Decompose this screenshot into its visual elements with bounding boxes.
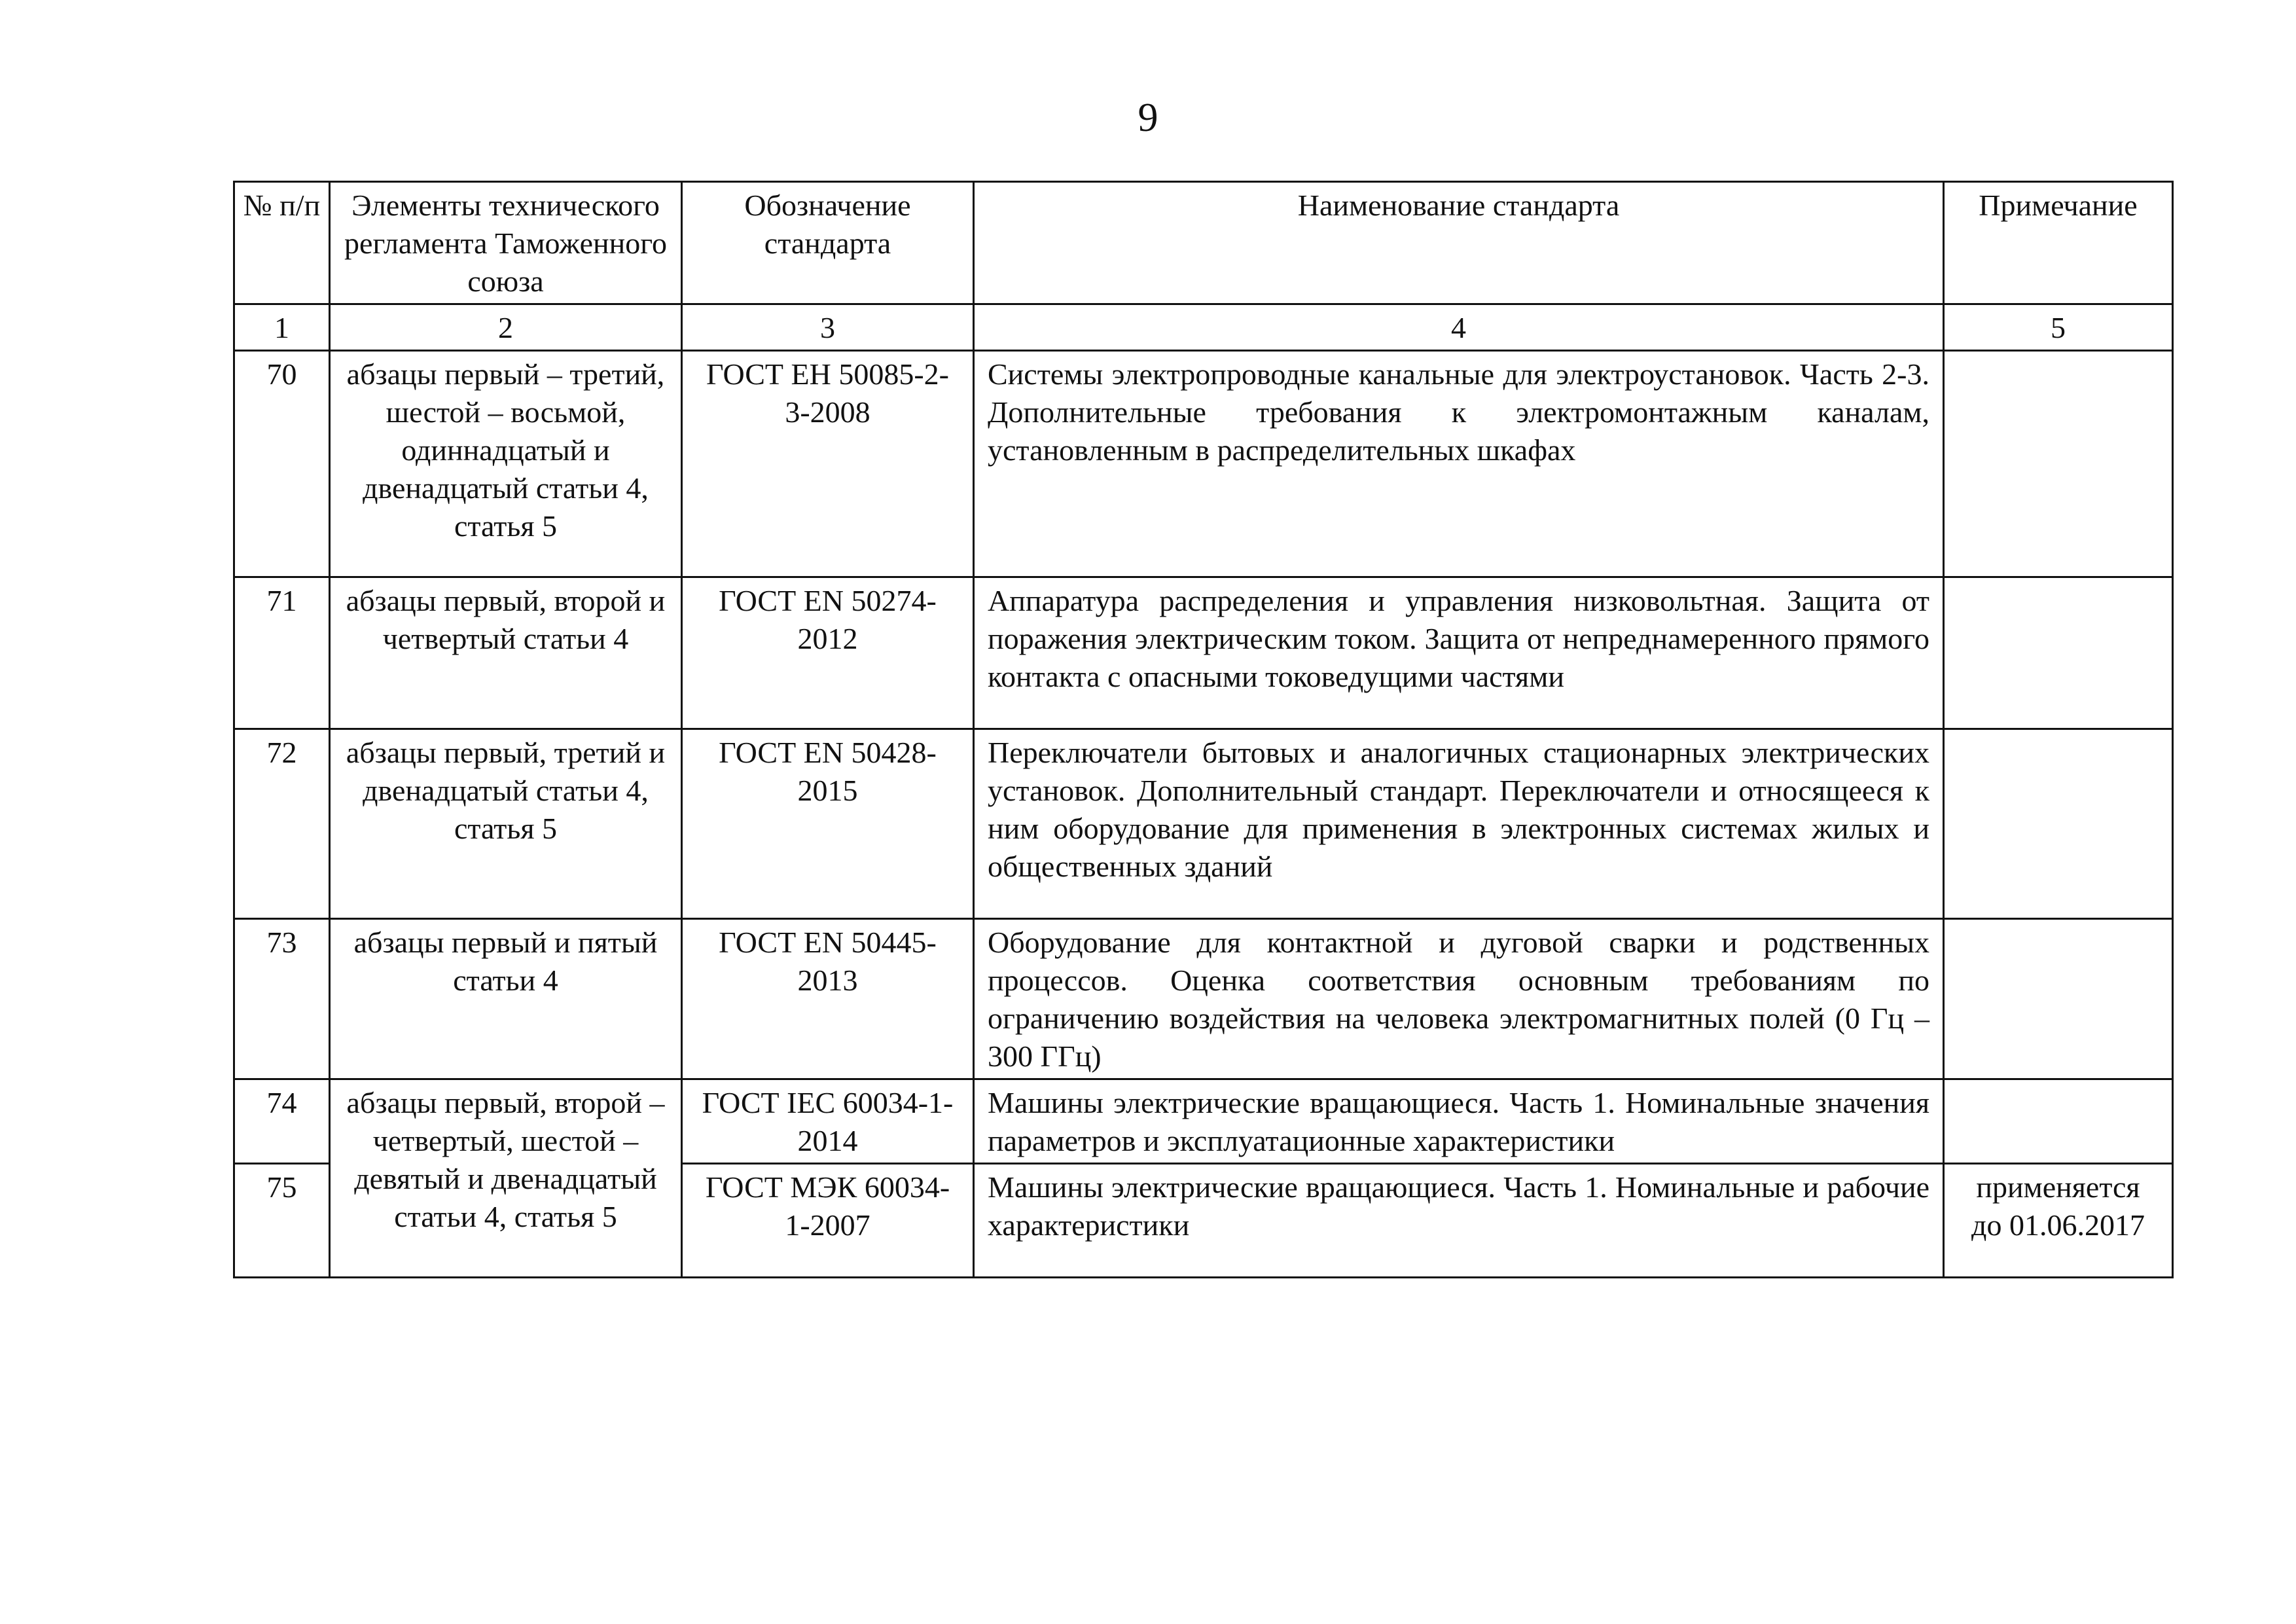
row-designation: ГОСТ ЕН 50085-2-3-2008 bbox=[682, 351, 974, 577]
header-designation: Обозначение стандарта bbox=[682, 182, 974, 304]
row-elements: абзацы первый, третий и двенадцатый статьи 4, статья 5 bbox=[330, 729, 682, 919]
row-designation: ГОСТ IEC 60034-1-2014 bbox=[682, 1079, 974, 1164]
row-elements: абзацы первый – третий, шестой – восьмой, одиннадцатый и двенадцатый статьи 4, статья 5 bbox=[330, 351, 682, 577]
column-number: 4 bbox=[974, 304, 1944, 351]
row-note bbox=[1944, 919, 2173, 1079]
row-number: 75 bbox=[234, 1164, 330, 1278]
row-standard-name: Машины электрические вращающиеся. Часть 1. Номинальные значения параметров и эксплуатационные характеристики bbox=[974, 1079, 1944, 1164]
table-header-row bbox=[234, 182, 2173, 304]
table-row bbox=[234, 351, 2173, 577]
column-number: 5 bbox=[1944, 304, 2173, 351]
header-note: Примечание bbox=[1944, 182, 2173, 304]
row-designation: ГОСТ EN 50445-2013 bbox=[682, 919, 974, 1079]
row-number: 72 bbox=[234, 729, 330, 919]
row-elements-shared: абзацы первый, второй – четвертый, шестой – девятый и двенадцатый статьи 4, статья 5 bbox=[330, 1079, 682, 1278]
table-row bbox=[234, 729, 2173, 919]
header-elements: Элементы технического регламента Таможенного союза bbox=[330, 182, 682, 304]
row-number: 71 bbox=[234, 577, 330, 729]
row-elements: абзацы первый и пятый статьи 4 bbox=[330, 919, 682, 1079]
header-number: № п/п bbox=[234, 182, 330, 304]
header-standard-name: Наименование стандарта bbox=[974, 182, 1944, 304]
column-number: 3 bbox=[682, 304, 974, 351]
standards-table bbox=[233, 181, 2174, 1278]
column-number: 1 bbox=[234, 304, 330, 351]
row-designation: ГОСТ МЭК 60034-1-2007 bbox=[682, 1164, 974, 1278]
row-note bbox=[1944, 577, 2173, 729]
row-note: применяется до 01.06.2017 bbox=[1944, 1164, 2173, 1278]
row-standard-name: Машины электрические вращающиеся. Часть 1. Номинальные и рабочие характеристики bbox=[974, 1164, 1944, 1278]
row-number: 74 bbox=[234, 1079, 330, 1164]
row-note bbox=[1944, 1079, 2173, 1164]
row-standard-name: Переключатели бытовых и аналогичных стационарных электрических установок. Дополнительный стандарт. Переключатели и относящееся к ним оборудование для применения в электронных системах жилых и общественных зданий bbox=[974, 729, 1944, 919]
row-designation: ГОСТ EN 50428-2015 bbox=[682, 729, 974, 919]
row-standard-name: Оборудование для контактной и дуговой сварки и родственных процессов. Оценка соответствия основным требованиям по ограничению воздействия на человека электромагнитных полей (0 Гц – 300 ГГц) bbox=[974, 919, 1944, 1079]
row-note bbox=[1944, 351, 2173, 577]
table-row bbox=[234, 1079, 2173, 1164]
table-row bbox=[234, 919, 2173, 1079]
row-elements: абзацы первый, второй и четвертый статьи 4 bbox=[330, 577, 682, 729]
column-number-row bbox=[234, 304, 2173, 351]
row-number: 70 bbox=[234, 351, 330, 577]
row-note bbox=[1944, 729, 2173, 919]
row-standard-name: Аппаратура распределения и управления низковольтная. Защита от поражения электрическим током. Защита от непреднамеренного прямого контакта с опасными токоведущими частями bbox=[974, 577, 1944, 729]
page-number: 9 bbox=[1138, 96, 1158, 140]
table-row bbox=[234, 577, 2173, 729]
row-standard-name: Системы электропроводные канальные для электроустановок. Часть 2-3. Дополнительные требования к электромонтажным каналам, установленным в распределительных шкафах bbox=[974, 351, 1944, 577]
column-number: 2 bbox=[330, 304, 682, 351]
row-number: 73 bbox=[234, 919, 330, 1079]
row-designation: ГОСТ EN 50274-2012 bbox=[682, 577, 974, 729]
